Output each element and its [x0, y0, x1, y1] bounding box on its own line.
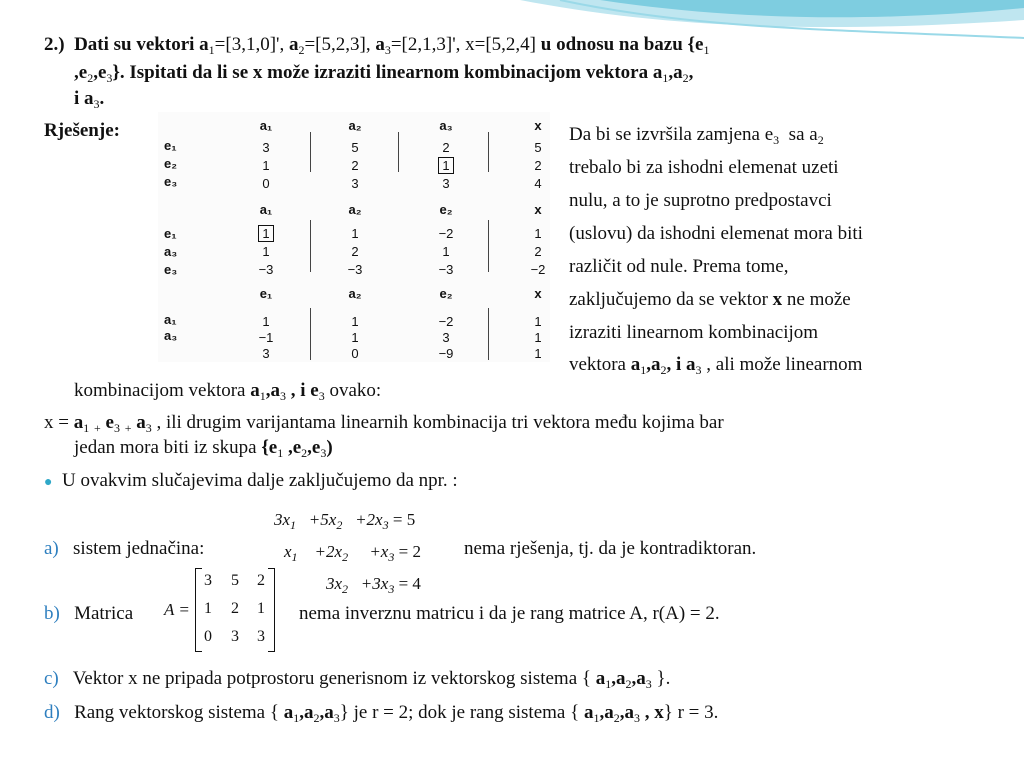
table-cell: −3	[438, 262, 454, 277]
table-cell: −9	[438, 346, 454, 361]
table-cell: −1	[258, 330, 274, 345]
table-header: a₂	[348, 286, 362, 301]
item-a-conclusion: nema rješenja, tj. da je kontradiktoran.	[464, 538, 757, 559]
matrix-cell: 5	[231, 572, 239, 589]
table-header: e₂	[439, 286, 453, 301]
row-label: a₃	[164, 244, 178, 259]
problem-line-1: 2.) Dati su vektori $a_1=[3,1,0]'$, $a_2=[5,2,3]$, $a_3=[2,1,3]'$, x=[5,2,4] u odnosu na bazu {$e_1$	[44, 34, 710, 57]
item-a: a) sistem jednačina:	[44, 538, 205, 559]
table-divider	[310, 220, 311, 272]
table-cell: 2	[534, 244, 542, 259]
table-cell: 2	[534, 158, 542, 173]
table-cell: 3	[262, 140, 270, 155]
table-cell: 1	[534, 346, 542, 361]
table-cell: 3	[351, 176, 359, 191]
matrix-cell: 0	[204, 628, 212, 645]
problem-line-2: $,e_2,e_3$}. Ispitati da li se x može izraziti linearnom kombinacijom vektora $a_1,a_2$,	[74, 62, 694, 85]
explanation-line: izraziti linearnom kombinacijom	[569, 322, 819, 343]
row-label: e₃	[164, 262, 178, 277]
table-cell: 1	[534, 226, 542, 241]
matrix-cell: 3	[257, 628, 265, 645]
table-cell: 1	[351, 226, 359, 241]
matrix-label: A =	[164, 600, 190, 619]
table-divider	[488, 308, 489, 360]
table-header: e₁	[259, 286, 273, 301]
table-cell: 1	[262, 314, 270, 329]
explanation-line: kombinacijom vektora $a_1,a_3$ , i $e_3$ ovako:	[74, 380, 382, 403]
explanation-line: vektora $a_1,a_2$, i $a_3$ , ali može linearnom	[569, 354, 863, 377]
combination-line-1: $x = a_1$ $_+$ $e_3$ $_+$ $a_3$ , ili drugim varijantama linearnih kombinacija tri vektora među kojima bar	[44, 412, 724, 435]
table-cell: 0	[351, 346, 359, 361]
row-label: e₃	[164, 174, 178, 189]
table-header: x	[534, 286, 542, 301]
table-header: a₂	[348, 118, 362, 133]
explanation-line: nulu, a to je suprotno predpostavci	[569, 190, 832, 211]
solution-label: Rješenje:	[44, 120, 120, 141]
table-cell: 1	[351, 314, 359, 329]
explanation-line: Da bi se izvršila zamjena $e_3$ sa $a_2$	[569, 124, 824, 147]
table-divider	[488, 220, 489, 272]
table-divider	[310, 308, 311, 360]
table-header: a₂	[348, 202, 362, 217]
table-cell: 3	[442, 176, 450, 191]
matrix-cell: 2	[231, 600, 239, 617]
row-label: e₁	[164, 226, 177, 241]
table-cell: −2	[530, 262, 546, 277]
table-cell: 3	[442, 330, 450, 345]
equation-row: $3x_1$ $+5x_2$ $+2x_3 = 5$	[274, 510, 416, 532]
table-cell: 2	[351, 244, 359, 259]
table-cell: −2	[438, 226, 454, 241]
matrix-cell: 3	[231, 628, 239, 645]
table-cell: 1	[534, 314, 542, 329]
bullet-line: ● U ovakvim slučajevima dalje zaključujemo da npr. :	[44, 470, 458, 491]
row-label: e₁	[164, 138, 177, 153]
table-cell: 1	[262, 158, 270, 173]
table-header: x	[534, 202, 542, 217]
table-cell-pivot: 1	[426, 158, 466, 174]
table-header: a₁	[259, 118, 273, 133]
table-cell: 2	[442, 140, 450, 155]
matrix-cell: 1	[204, 600, 212, 617]
table-cell: 4	[534, 176, 542, 191]
row-label: a₁	[164, 312, 177, 327]
table-cell: 1	[351, 330, 359, 345]
row-label: e₂	[164, 156, 178, 171]
table-divider	[310, 132, 311, 172]
table-cell: 1	[534, 330, 542, 345]
item-b: b) Matrica	[44, 603, 134, 624]
explanation-line: različit od nule. Prema tome,	[569, 256, 789, 277]
table-header: e₂	[439, 202, 453, 217]
table-cell: 1	[442, 244, 450, 259]
table-header: a₁	[259, 202, 273, 217]
table-cell: −3	[258, 262, 274, 277]
table-cell: 5	[534, 140, 542, 155]
table-cell: 2	[351, 158, 359, 173]
table-cell: 5	[351, 140, 359, 155]
equation-row: $x_1$ $+2x_2$ $+x_3 = 2$	[284, 542, 421, 564]
item-d: d) Rang vektorskog sistema { $a_1,a_2,a_3$} je r = 2; dok je rang sistema { $a_1,a_2,a_3$ , x} r = 3.	[44, 702, 719, 725]
explanation-line: (uslovu) da ishodni elemenat mora biti	[569, 223, 863, 244]
table-cell: 0	[262, 176, 270, 191]
matrix-bracket-left	[195, 568, 202, 652]
table-divider	[398, 132, 399, 172]
problem-line-3: i $a_3$.	[74, 88, 105, 111]
bullet-icon: ●	[44, 475, 53, 490]
equation-row: $3x_2$ $+3x_3 = 4$	[326, 574, 421, 596]
item-b-conclusion: nema inverznu matricu i da je rang matrice A, r(A) = 2.	[299, 603, 720, 624]
table-header: a₃	[439, 118, 453, 133]
explanation-line: trebalo bi za ishodni elemenat uzeti	[569, 157, 839, 178]
matrix-bracket-right	[268, 568, 275, 652]
table-cell: −2	[438, 314, 454, 329]
item-c: c) Vektor x ne pripada potprostoru generisnom iz vektorskog sistema { $a_1,a_2,a_3$ }.	[44, 668, 671, 691]
table-header: x	[534, 118, 542, 133]
simplex-table	[158, 112, 550, 362]
matrix-cell: 1	[257, 600, 265, 617]
matrix-cell: 3	[204, 572, 212, 589]
table-cell: 1	[262, 244, 270, 259]
table-divider	[488, 132, 489, 172]
explanation-line: zaključujemo da se vektor x ne može	[569, 289, 851, 310]
table-cell: 3	[262, 346, 270, 361]
row-label: a₃	[164, 328, 178, 343]
table-cell-pivot: 1	[246, 226, 286, 242]
matrix-cell: 2	[257, 572, 265, 589]
combination-line-2: jedan mora biti iz skupa {$e_1$ $,e_2,e_3$)	[74, 437, 333, 460]
table-cell: −3	[347, 262, 363, 277]
